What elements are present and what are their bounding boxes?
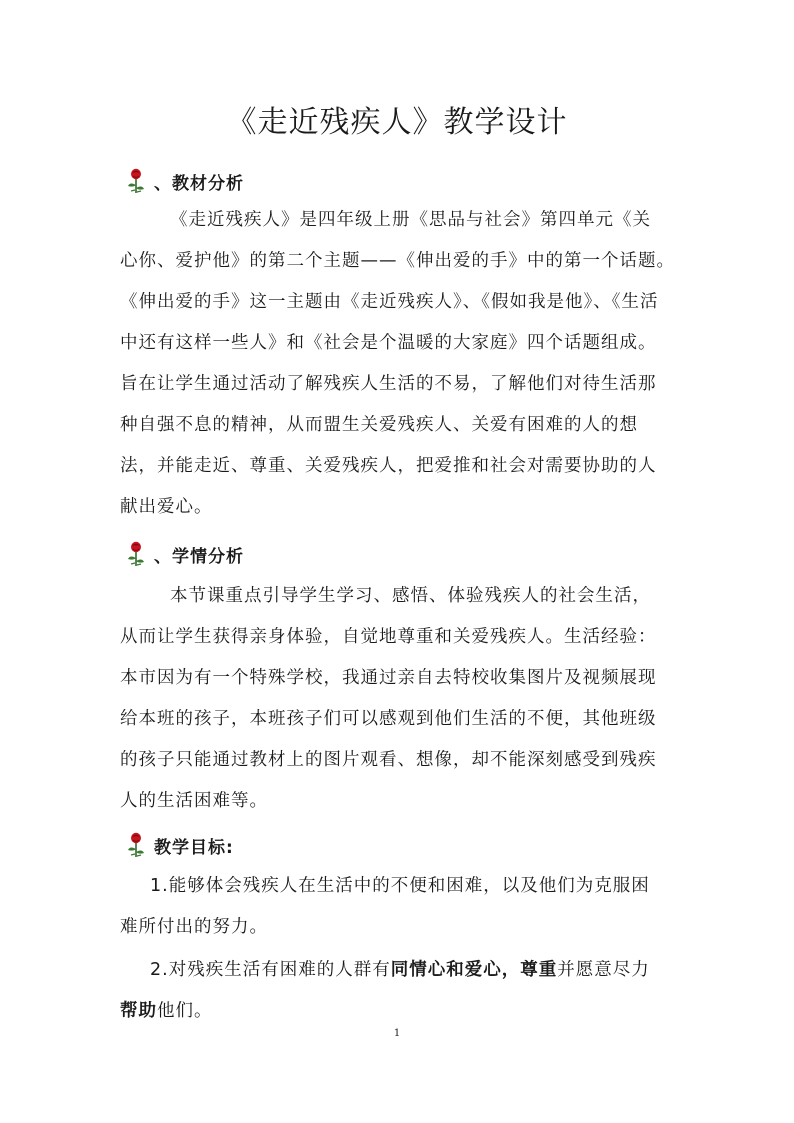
section-heading-text: 、学情分析 <box>154 546 244 567</box>
paragraph-line: 心你、爱护他》的第二个主题——《伸出爱的手》中的第一个话题。 <box>120 251 675 271</box>
emphasis-text: 帮助 <box>120 1001 157 1021</box>
objective-line: 难所付出的努力。 <box>120 917 268 937</box>
paragraph-line: 《走近残疾人》是四年级上册《思品与社会》第四单元《关 <box>170 210 651 230</box>
paragraph-line: 本市因为有一个特殊学校，我通过亲自去特校收集图片及视频展现 <box>120 668 657 688</box>
rose-icon <box>126 832 146 858</box>
objective-text: 他们。 <box>157 1001 213 1021</box>
section-heading-text: 、教材分析 <box>154 173 244 194</box>
section-heading-text: 教学目标: <box>154 837 234 858</box>
objective-line <box>120 991 680 1032</box>
objective-1 <box>120 866 680 948</box>
rose-icon <box>126 168 146 194</box>
paragraph-line: 人的生活困难等。 <box>120 791 268 811</box>
objective-text: 2.对残疾生活有困难的人群有 <box>150 960 391 980</box>
paragraph-line: 给本班的孩子，本班孩子们可以感观到他们生活的不便，其他班级 <box>120 709 657 729</box>
paragraph-line: 中还有这样一些人》和《社会是个温暖的大家庭》四个话题组成。 <box>120 333 657 353</box>
emphasis-text: ， <box>501 960 521 980</box>
paragraph-line: 本节课重点引导学生学习、感悟、体验残疾人的社会生活， <box>170 586 651 606</box>
objective-text: 并愿意尽力 <box>557 960 650 980</box>
paragraph-line: 种自强不息的精神，从而盟生关爱残疾人、关爱有困难的人的想 <box>120 415 638 435</box>
emphasis-text: 尊重 <box>520 960 558 980</box>
section-heading-learners <box>126 539 244 569</box>
section-heading-materials <box>126 166 244 196</box>
emphasis-text: 同情心和爱心 <box>390 960 502 980</box>
objective-line <box>120 950 680 991</box>
page-number: 1 <box>393 1028 401 1039</box>
paragraph-line: 旨在让学生通过活动了解残疾人生活的不易，了解他们对待生活那 <box>120 374 657 394</box>
section-heading-objectives <box>126 830 234 860</box>
paragraph-line: 献出爱心。 <box>120 497 213 517</box>
objective-line: 1.能够体会残疾人在生活中的不便和困难，以及他们为克服困 <box>150 876 650 896</box>
objective-2 <box>120 950 680 1032</box>
document-title: 《走近残疾人》教学设计 <box>226 105 568 140</box>
paragraph-line: 《伸出爱的手》这一主题由《走近残疾人》、《假如我是他》、《生活 <box>120 292 659 312</box>
rose-icon <box>126 541 146 567</box>
paragraph-line: 的孩子只能通过教材上的图片观看、想像，却不能深刻感受到残疾 <box>120 750 657 770</box>
paragraph-line: 从而让学生获得亲身体验，自觉地尊重和关爱残疾人。生活经验： <box>120 627 657 647</box>
paragraph-learner-analysis <box>120 576 680 822</box>
paragraph-line: 法，并能走近、尊重、关爱残疾人，把爱推和社会对需要协助的人 <box>120 456 657 476</box>
paragraph-materials-analysis <box>120 200 680 528</box>
